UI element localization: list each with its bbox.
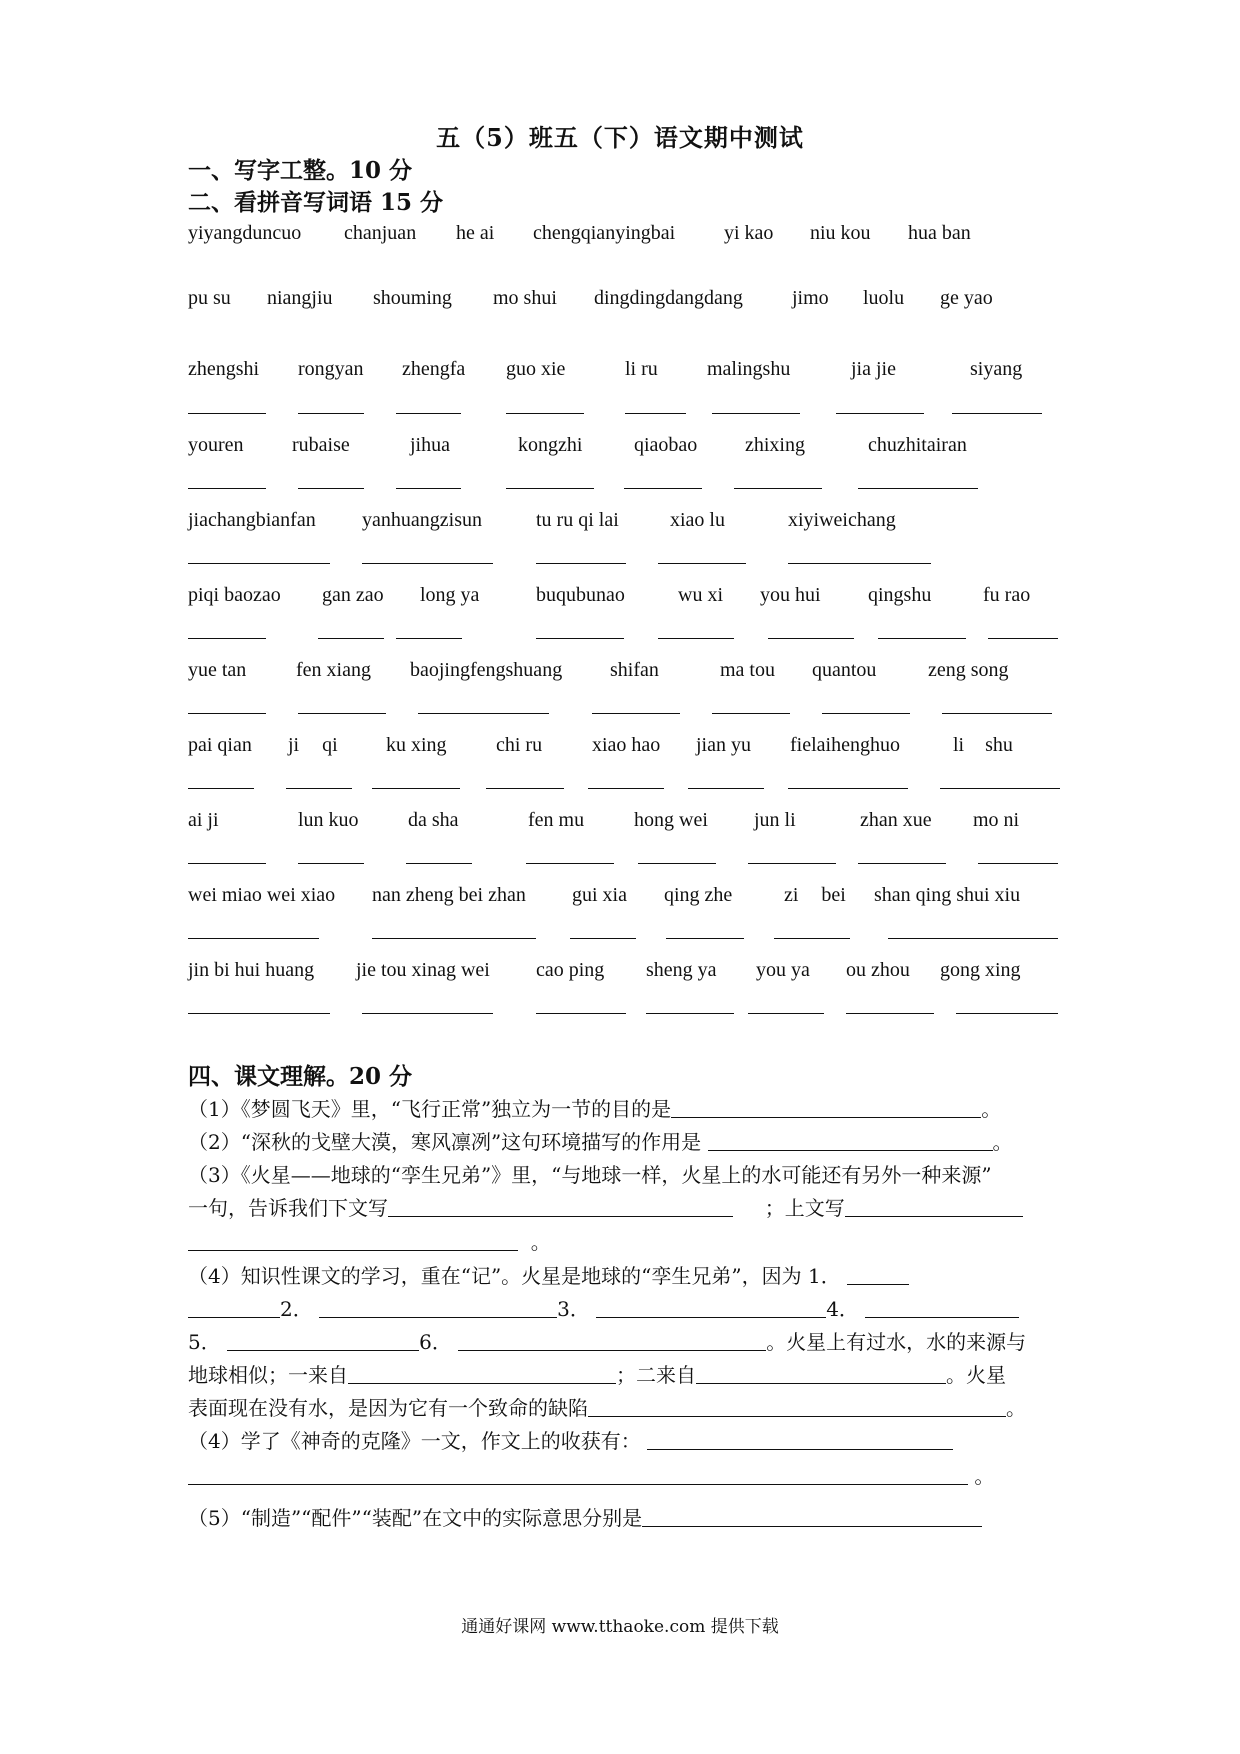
pinyin-word: yanhuangzisun [362, 509, 482, 531]
answer-blank[interactable] [836, 413, 924, 414]
pinyin-word: jie tou xinag wei [356, 959, 490, 981]
pinyin-word: jian yu [696, 734, 751, 756]
pinyin-row [188, 659, 1063, 691]
answer-blank[interactable] [372, 788, 460, 789]
answer-blank[interactable] [298, 863, 364, 864]
question-text: （1）《梦圆飞天》里，“飞行正常”独立为一节的目的是 [188, 1097, 672, 1121]
answer-blank[interactable] [942, 713, 1052, 714]
answer-blank[interactable] [388, 1194, 733, 1217]
section-heading-4: 四、课文理解。20 分 [188, 1063, 413, 1090]
pinyin-word: zeng song [928, 659, 1009, 681]
pinyin-word: hong wei [634, 809, 708, 831]
question-3-cont [188, 1194, 1023, 1222]
answer-blank[interactable] [642, 1504, 982, 1527]
answer-blank[interactable] [396, 488, 461, 489]
pinyin-word: fielaihenghuo [790, 734, 900, 756]
answer-blank[interactable] [647, 1427, 953, 1450]
answer-blank[interactable] [888, 938, 1058, 939]
pinyin-row [188, 959, 1063, 991]
pinyin-word: luolu [863, 287, 905, 309]
question-text: （4）学了《神奇的克隆》一文，作文上的收获有： [188, 1429, 641, 1453]
answer-blank[interactable] [846, 1013, 934, 1014]
answer-blank[interactable] [596, 1295, 826, 1318]
answer-blank[interactable] [988, 638, 1058, 639]
answer-blank[interactable] [188, 938, 319, 939]
pinyin-word: he ai [456, 222, 495, 244]
question-4-line4 [188, 1361, 1006, 1389]
pinyin-word: rongyan [298, 358, 364, 380]
pinyin-word: yi kao [724, 222, 774, 244]
answer-blank[interactable] [638, 863, 716, 864]
item-number: 6． [419, 1330, 452, 1354]
question-1 [188, 1095, 1001, 1123]
answer-blank[interactable] [865, 1295, 1019, 1318]
answer-blank[interactable] [298, 488, 364, 489]
question-text: ；二来自 [616, 1363, 696, 1387]
pinyin-word: niangjiu [267, 287, 333, 309]
answer-blank[interactable] [188, 713, 266, 714]
pinyin-word: jun li [754, 809, 796, 831]
period: 。 [981, 1097, 1002, 1121]
pinyin-word: siyang [970, 358, 1023, 380]
question-text: （4）知识性课文的学习，重在“记”。火星是地球的“孪生兄弟”，因为 1． [188, 1264, 841, 1288]
pinyin-word: jiachangbianfan [188, 509, 316, 531]
answer-blank[interactable] [768, 638, 854, 639]
pinyin-word: xiao lu [670, 509, 725, 531]
pinyin-row [188, 884, 1063, 916]
pinyin-word: malingshu [707, 358, 791, 380]
pinyin-word: chi ru [496, 734, 543, 756]
pinyin-word: zhengfa [402, 358, 466, 380]
pinyin-word: chanjuan [344, 222, 417, 244]
pinyin-word: qiaobao [634, 434, 698, 456]
pinyin-word: wei miao wei xiao [188, 884, 336, 906]
item-number: 2． [280, 1297, 313, 1321]
pinyin-word: lun kuo [298, 809, 359, 831]
answer-blank[interactable] [666, 938, 744, 939]
pinyin-word: guo xie [506, 358, 566, 380]
section-heading-1: 一、写字工整。10 分 [188, 157, 413, 184]
pinyin-row [188, 434, 1063, 466]
pinyin-word: pai qian [188, 734, 252, 756]
answer-blank[interactable] [348, 1361, 616, 1384]
footer-text: 通通好课网 www.tthaoke.com 提供下载 [461, 1617, 779, 1637]
answer-lines [188, 1013, 1063, 1017]
pinyin-word: chengqianyingbai [533, 222, 676, 244]
answer-blank[interactable] [188, 563, 330, 564]
pinyin-word: nan zheng bei zhan [372, 884, 526, 906]
answer-blank[interactable] [712, 713, 790, 714]
answer-lines [188, 638, 1063, 642]
pinyin-row [188, 734, 1063, 766]
question-text: 地球相似；一来自 [188, 1363, 348, 1387]
pinyin-word: mo ni [973, 809, 1020, 831]
pinyin-row [188, 509, 1063, 541]
pinyin-word: gan zao [322, 584, 384, 606]
pinyin-word: jin bi hui huang [188, 959, 315, 981]
answer-lines [188, 413, 1063, 417]
pinyin-word: shifan [610, 659, 659, 681]
answer-blank[interactable] [372, 938, 536, 939]
answer-blank[interactable] [396, 638, 462, 639]
pinyin-row [188, 222, 1063, 254]
period: 。 [530, 1230, 551, 1254]
pinyin-word: li shu [953, 734, 1013, 756]
pinyin-word: ji qi [288, 734, 338, 756]
pinyin-word: you ya [756, 959, 810, 981]
question-4-line3 [188, 1328, 1026, 1356]
answer-blank[interactable] [592, 713, 680, 714]
answer-blank[interactable] [458, 1328, 766, 1351]
answer-blank[interactable] [506, 413, 584, 414]
answer-blank[interactable] [845, 1194, 1023, 1217]
answer-lines [188, 863, 1063, 867]
pinyin-row [188, 809, 1063, 841]
answer-blank[interactable] [822, 713, 910, 714]
pinyin-word: fen xiang [296, 659, 371, 681]
pinyin-word: zhan xue [860, 809, 932, 831]
answer-blank[interactable] [625, 413, 686, 414]
question-3 [188, 1161, 992, 1189]
answer-blank[interactable] [588, 1394, 1006, 1417]
answer-blank[interactable] [227, 1328, 419, 1351]
pinyin-word: ai ji [188, 809, 219, 831]
question-4-line2 [188, 1295, 1019, 1323]
answer-blank[interactable] [188, 488, 266, 489]
answer-blank[interactable] [396, 413, 461, 414]
question-text: （5）“制造”“配件”“装配”在文中的实际意思分别是 [188, 1506, 643, 1530]
pinyin-word: baojingfengshuang [410, 659, 563, 681]
answer-lines [188, 563, 1063, 567]
answer-blank[interactable] [671, 1095, 981, 1118]
question-text: 。火星 [946, 1363, 1006, 1387]
pinyin-word: fen mu [528, 809, 585, 831]
pinyin-word: zi bei [784, 884, 846, 906]
answer-blank[interactable] [847, 1262, 909, 1285]
pinyin-word: buqubunao [536, 584, 625, 606]
pinyin-word: ge yao [940, 287, 993, 309]
pinyin-word: gong xing [940, 959, 1021, 981]
answer-blank[interactable] [952, 413, 1042, 414]
answer-blank[interactable] [956, 1013, 1058, 1014]
pinyin-word: yiyangduncuo [188, 222, 302, 244]
answer-blank[interactable] [624, 488, 702, 489]
answer-blank[interactable] [696, 1361, 946, 1384]
pinyin-row [188, 287, 1063, 319]
pinyin-word: ma tou [720, 659, 775, 681]
pinyin-word: sheng ya [646, 959, 717, 981]
answer-blank[interactable] [188, 413, 266, 414]
answer-blank[interactable] [858, 488, 978, 489]
answer-blank[interactable] [858, 863, 946, 864]
answer-blank[interactable] [318, 638, 384, 639]
page-title: 五（5）班五（下）语文期中测试 [436, 123, 804, 152]
answer-blank[interactable] [940, 788, 1060, 789]
period: 。 [974, 1464, 995, 1488]
pinyin-word: long ya [420, 584, 480, 606]
pinyin-word: ku xing [386, 734, 447, 756]
pinyin-word: jia jie [851, 358, 896, 380]
question-2 [188, 1128, 1013, 1156]
pinyin-word: dingdingdangdang [594, 287, 743, 309]
pinyin-word: mo shui [493, 287, 557, 309]
answer-lines [188, 938, 1063, 942]
answer-blank[interactable] [188, 1462, 968, 1485]
pinyin-word: qingshu [868, 584, 932, 606]
period: 。 [992, 1130, 1013, 1154]
pinyin-word: kongzhi [518, 434, 583, 456]
item-number: 4． [826, 1297, 859, 1321]
question-4 [188, 1262, 909, 1290]
answer-blank[interactable] [748, 1013, 824, 1014]
question-text: ；上文写 [764, 1196, 845, 1220]
pinyin-word: youren [188, 434, 244, 456]
answer-blank[interactable] [319, 1295, 557, 1318]
pinyin-word: pu su [188, 287, 231, 309]
answer-blank[interactable] [708, 1128, 993, 1151]
answer-blank[interactable] [188, 1013, 330, 1014]
question-text: 一句，告诉我们下文写 [188, 1196, 388, 1220]
answer-blank[interactable] [486, 788, 564, 789]
answer-blank[interactable] [788, 788, 908, 789]
pinyin-word: niu kou [810, 222, 871, 244]
pinyin-word: rubaise [292, 434, 350, 456]
pinyin-word: shan qing shui xiu [874, 884, 1021, 906]
pinyin-word: qing zhe [664, 884, 733, 906]
pinyin-word: jihua [410, 434, 450, 456]
question-4-line5 [188, 1394, 1026, 1422]
answer-blank[interactable] [362, 1013, 493, 1014]
answer-blank[interactable] [298, 713, 386, 714]
pinyin-word: li ru [625, 358, 658, 380]
pinyin-row [188, 584, 1063, 616]
pinyin-word: tu ru qi lai [536, 509, 619, 531]
answer-blank[interactable] [734, 488, 822, 489]
pinyin-word: cao ping [536, 959, 605, 981]
question-text: （2）“深秋的戈壁大漠，寒风凛冽”这句环境描写的作用是 [188, 1130, 702, 1154]
pinyin-word: jimo [792, 287, 829, 309]
question-4b [188, 1427, 953, 1455]
pinyin-word: wu xi [678, 584, 723, 606]
pinyin-word: zhengshi [188, 358, 260, 380]
answer-blank[interactable] [506, 488, 594, 489]
answer-lines [188, 788, 1063, 792]
pinyin-word: xiao hao [592, 734, 661, 756]
question-4b-cont [188, 1462, 994, 1490]
question-text: 。火星上有过水，水的来源与 [766, 1330, 1027, 1354]
answer-blank[interactable] [188, 863, 266, 864]
answer-blank[interactable] [526, 863, 614, 864]
answer-blank[interactable] [188, 1295, 280, 1318]
pinyin-word: zhixing [745, 434, 805, 456]
answer-blank[interactable] [658, 563, 746, 564]
pinyin-row [188, 358, 1063, 390]
pinyin-word: piqi baozao [188, 584, 281, 606]
answer-blank[interactable] [978, 863, 1058, 864]
pinyin-word: quantou [812, 659, 877, 681]
pinyin-word: da sha [408, 809, 459, 831]
answer-blank[interactable] [188, 1228, 518, 1251]
answer-blank[interactable] [536, 563, 626, 564]
pinyin-word: hua ban [908, 222, 971, 244]
question-3-end [188, 1228, 551, 1256]
pinyin-word: chuzhitairan [868, 434, 967, 456]
question-text: （3）《火星——地球的“孪生兄弟”》里，“与地球一样，火星上的水可能还有另外一种来源” [188, 1163, 992, 1187]
pinyin-word: you hui [760, 584, 821, 606]
answer-blank[interactable] [286, 788, 352, 789]
pinyin-word: fu rao [983, 584, 1031, 606]
pinyin-word: xiyiweichang [788, 509, 896, 531]
answer-blank[interactable] [658, 638, 734, 639]
answer-blank[interactable] [362, 563, 493, 564]
answer-blank[interactable] [646, 1013, 734, 1014]
answer-blank[interactable] [536, 638, 624, 639]
answer-blank[interactable] [298, 413, 364, 414]
answer-lines [188, 713, 1063, 717]
answer-blank[interactable] [418, 713, 549, 714]
pinyin-word: shouming [373, 287, 452, 309]
question-5 [188, 1504, 982, 1532]
section-heading-2: 二、看拼音写词语 15 分 [188, 189, 444, 216]
answer-blank[interactable] [588, 788, 664, 789]
answer-blank[interactable] [188, 638, 266, 639]
period: 。 [1006, 1396, 1026, 1420]
answer-blank[interactable] [712, 413, 800, 414]
answer-blank[interactable] [406, 863, 472, 864]
question-text: 表面现在没有水，是因为它有一个致命的缺陷 [188, 1396, 588, 1420]
pinyin-word: gui xia [572, 884, 627, 906]
answer-blank[interactable] [774, 938, 850, 939]
answer-blank[interactable] [748, 863, 836, 864]
answer-blank[interactable] [536, 1013, 626, 1014]
pinyin-word: yue tan [188, 659, 247, 681]
item-number: 5． [188, 1330, 221, 1354]
answer-blank[interactable] [570, 938, 636, 939]
answer-blank[interactable] [878, 638, 966, 639]
answer-blank[interactable] [188, 788, 254, 789]
answer-blank[interactable] [688, 788, 764, 789]
answer-blank[interactable] [788, 563, 931, 564]
answer-lines [188, 488, 1063, 492]
pinyin-word: ou zhou [846, 959, 910, 981]
item-number: 3． [557, 1297, 590, 1321]
